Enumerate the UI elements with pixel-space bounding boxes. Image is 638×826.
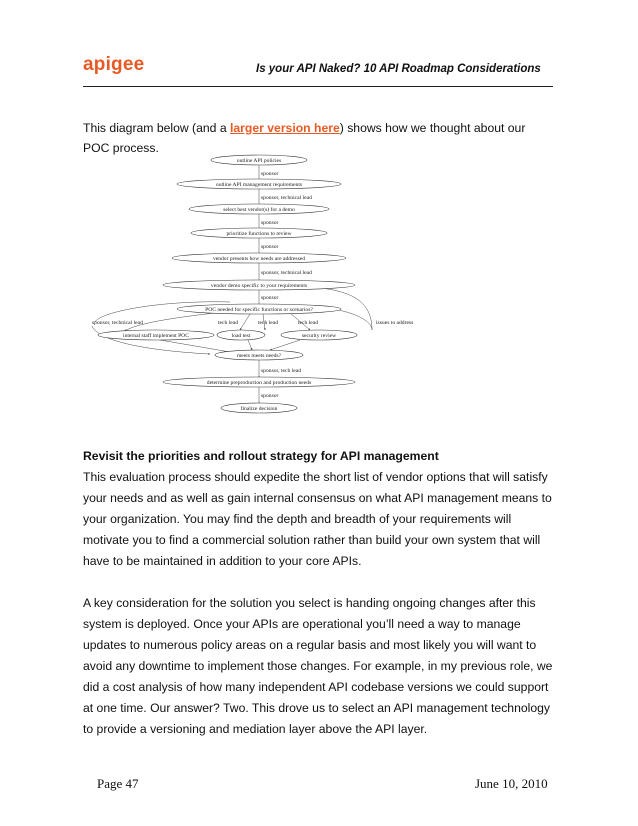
footer-date: June 10, 2010 [475, 776, 548, 791]
page-number: Page 47 [97, 776, 139, 791]
section-heading: Revisit the priorities and rollout strategy for API management [83, 449, 439, 463]
edge-label: tech lead [258, 320, 279, 326]
larger-version-link[interactable]: larger version here [230, 121, 340, 135]
diagram-node-label: outline API policies [236, 158, 282, 164]
diagram-node-label: outline API management requirements [215, 182, 303, 188]
edge-line [248, 340, 252, 350]
edge-label: sponsor, technical lead [261, 195, 312, 201]
diagram-node-label: vendor presents how needs are addressed [212, 256, 306, 262]
edge-label: sponsor [261, 220, 279, 226]
body-paragraph-2: A key consideration for the solution you select is handing ongoing changes after this system is deployed. Once your APIs are operational you’ll need a way to manage updates to numerous policy areas on a regular basis and most likely you will want to avoid any downtime to implement those changes. For example, in my previous role, we did a cost analysis of how many independent API codebase versions we could support at one time. Our answer? Two. This drove us to select an API management technology to provide a versioning and mediation layer above the API layer. [83, 596, 553, 736]
edge-line [160, 340, 230, 352]
edge-label: issues to address [376, 320, 414, 326]
edge-label: sponsor, tech lead [261, 368, 302, 374]
diagram-node-label: meets meets needs? [236, 353, 282, 359]
diagram-node-label: security review [301, 333, 337, 339]
edge-label: sponsor, technical lead [261, 270, 312, 276]
edge-line [270, 340, 300, 350]
diagram-node-label: load test [231, 333, 251, 339]
edge-label: sponsor [261, 393, 279, 399]
edge-label: sponsor [261, 244, 279, 250]
intro-text-pre: This diagram below (and a [83, 121, 230, 135]
edge-label: tech lead [298, 320, 319, 326]
diagram-node-label: finalize decision [240, 406, 278, 412]
diagram-node-label: determine preproduction and production needs [206, 380, 312, 386]
diagram-node-label: vendor demo specific to your requirements [210, 283, 308, 289]
apigee-logo: apigee [83, 54, 145, 75]
body-paragraph-1: This evaluation process should expedite the short list of vendor options that will satisfy your needs and as well as gain internal consensus on what API management means to your organization. You may find the depth and breadth of your requirements will motivate you to find a commercial solution rather than build your own system that will have to be maintained in addition to your core APIs. [83, 470, 552, 568]
edge-label: sponsor [261, 171, 279, 177]
edge-line [240, 314, 250, 330]
diagram-node-label: POC needed for specific functions or scenarios? [205, 307, 313, 313]
edge-label: sponsor [261, 295, 279, 301]
diagram-node-label: prioritize functions to review [226, 231, 292, 237]
diagram-node-label: internal staff implement POC [123, 333, 189, 339]
edge-label: tech lead [218, 320, 239, 326]
diagram-node-label: select best vendor(s) for a demo [223, 207, 295, 213]
document-title: Is your API Naked? 10 API Roadmap Considerations [256, 63, 541, 75]
intro-text-post: ) shows how we thought about our POC process. [83, 121, 526, 155]
edge-label: sponsor, technical lead [92, 320, 143, 326]
